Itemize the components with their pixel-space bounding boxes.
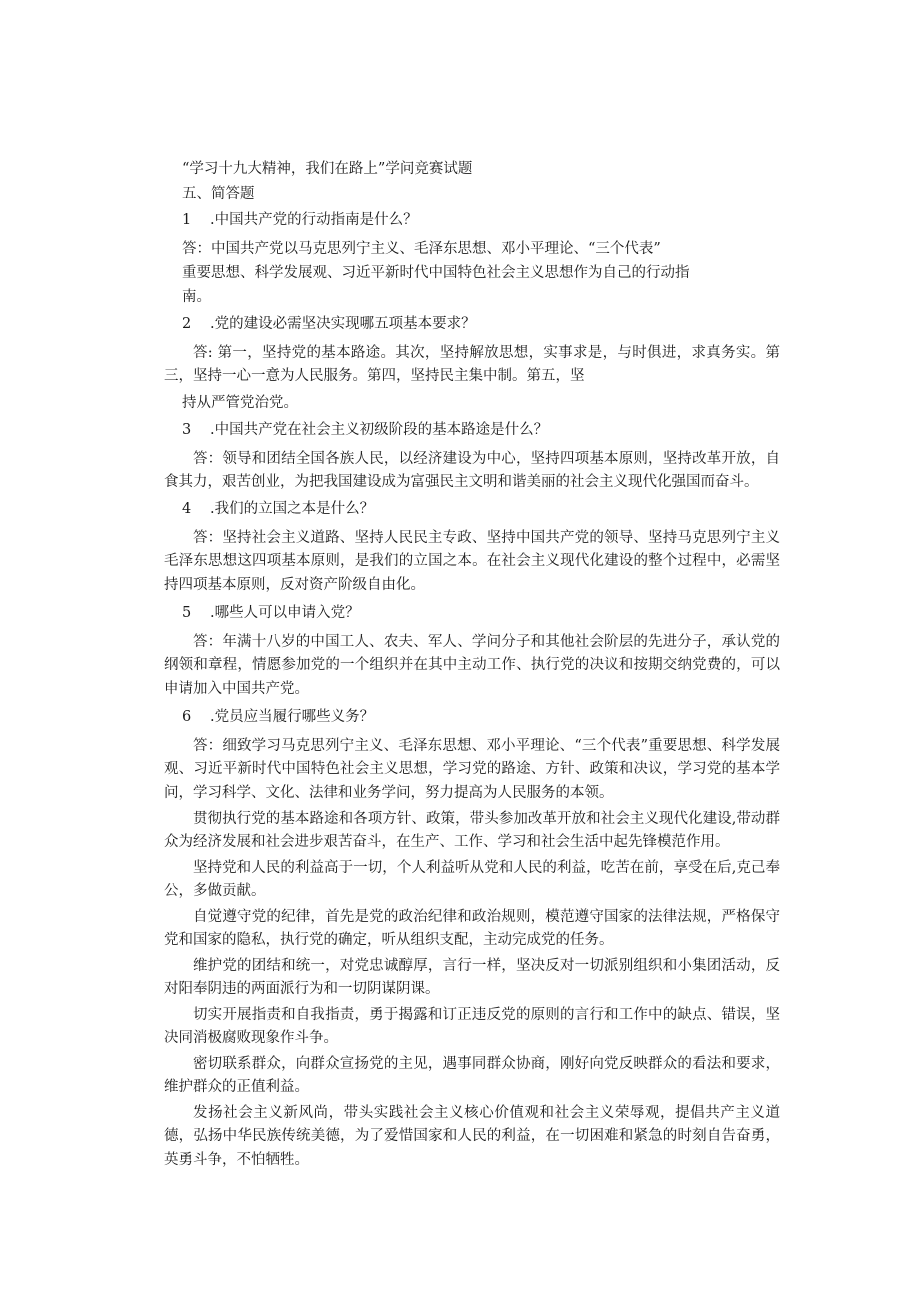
question-text: .我们的立国之本是什么？ bbox=[210, 501, 375, 517]
answer-2-tail: 持从严管党治党。 bbox=[182, 395, 298, 411]
question-1 bbox=[182, 209, 418, 232]
question-2 bbox=[182, 313, 476, 336]
question-text: .党的建设必需坚决实现哪五项基本要求？ bbox=[210, 316, 476, 332]
question-number: 1 bbox=[182, 212, 192, 228]
question-text: .中国共产党在社会主义初级阶段的基本路途是什么？ bbox=[210, 422, 549, 438]
section-heading: 五、简答题 bbox=[182, 186, 255, 202]
document-title: “学习十九大精神，我们在路上”学问竞赛试题 bbox=[182, 161, 473, 177]
question-text: .党员应当履行哪些义务？ bbox=[210, 709, 375, 725]
question-3 bbox=[182, 419, 548, 442]
question-text: .哪些人可以申请入党？ bbox=[210, 605, 360, 621]
question-number: 2 bbox=[182, 316, 192, 332]
duty-paragraph-3: 自觉遵守党的纪律，首先是党的政治纪律和政治规则，模范遵守国家的法律法规，严格保守党和国家的隐私，执行党的确定，听从组织支配，主动完成党的任务。 bbox=[164, 909, 780, 949]
answer-3: 答：领导和团结全国各族人民，以经济建设为中心，坚持四项基本原则，坚持改革开放，自食其力，艰苦创业，为把我国建设成为富强民主文明和谐美丽的社会主义现代化强国而奋斗。 bbox=[164, 451, 780, 491]
question-number: 4 bbox=[182, 501, 192, 517]
duty-paragraph-5: 切实开展指责和自我指责，勇于揭露和订正违反党的原则的言行和工作中的缺点、错误，坚决同消极腐败现象作斗争。 bbox=[164, 1007, 780, 1047]
question-4 bbox=[182, 498, 374, 521]
answer-4: 答：坚持社会主义道路、坚持人民民主专政、坚持中国共产党的领导、坚持马克思列宁主义毛泽东思想这四项基本原则，是我们的立国之本。在社会主义现代化建设的整个过程中，必需坚持四项基本原则，反对资产阶级自由化。 bbox=[164, 530, 780, 593]
answer-5: 答：年满十八岁的中国工人、农夫、军人、学问分子和其他社会阶层的先进分子，承认党的纲领和章程，情愿参加党的一个组织并在其中主动工作、执行党的决议和按期交纳党费的，可以申请加入中国共产党。 bbox=[164, 634, 780, 697]
duty-paragraph-4: 维护党的团结和统一，对党忠诚醇厚，言行一样，坚决反对一切派别组织和小集团活动，反对阳奉阴违的两面派行为和一切阴谋阴课。 bbox=[164, 958, 780, 998]
answer-1-line-2: 重要思想、科学发展观、习近平新时代中国特色社会主义思想作为自己的行动指 bbox=[182, 265, 690, 281]
question-text: .中国共产党的行动指南是什么？ bbox=[210, 212, 418, 228]
question-number: 3 bbox=[182, 422, 192, 438]
duty-paragraph-7: 发扬社会主义新风尚，带头实践社会主义核心价值观和社会主义荣辱观，提倡共产主义道德，弘扬中华民族传统美德，为了爱惜国家和人民的利益，在一切困难和紧急的时刻自告奋勇，英勇斗争，不怕牺牲。 bbox=[164, 1105, 780, 1168]
question-number: 6 bbox=[182, 709, 192, 725]
question-6 bbox=[182, 706, 374, 729]
question-5 bbox=[182, 602, 360, 625]
answer-1-line-3: 南。 bbox=[182, 289, 211, 305]
duty-paragraph-6: 密切联系群众，向群众宣扬党的主见，遇事同群众协商，刚好向党反映群众的看法和要求，维护群众的正值利益。 bbox=[164, 1056, 780, 1096]
answer-2: 答: 第一，坚持党的基本路途。其次，坚持解放思想，实事求是，与时俱进，求真务实。第三，坚持一心一意为人民服务。第四，坚持民主集中制。第五，坚 bbox=[164, 345, 780, 385]
duty-paragraph-1: 贯彻执行党的基本路途和各项方针、政策，带头参加改革开放和社会主义现代化建设,带动群众为经济发展和社会进步艰苦奋斗，在生产、工作、学习和社会生活中起先锋模范作用。 bbox=[164, 811, 780, 851]
answer-6: 答：细致学习马克思列宁主义、毛泽东思想、邓小平理论、“三个代表”重要思想、科学发展观、习近平新时代中国特色社会主义思想，学习党的路途、方针、政策和决议，学习党的基本学问，学习科学、文化、法律和业务学问，努力提高为人民服务的本领。 bbox=[164, 738, 780, 801]
question-number: 5 bbox=[182, 605, 192, 621]
duty-paragraph-2: 坚持党和人民的利益高于一切，个人利益听从党和人民的利益，吃苦在前，享受在后,克己奉公，多做贡献。 bbox=[164, 860, 780, 900]
answer-1-line-1: 答：中国共产党以马克思列宁主义、毛泽东思想、邓小平理论、“三个代表” bbox=[182, 241, 661, 257]
